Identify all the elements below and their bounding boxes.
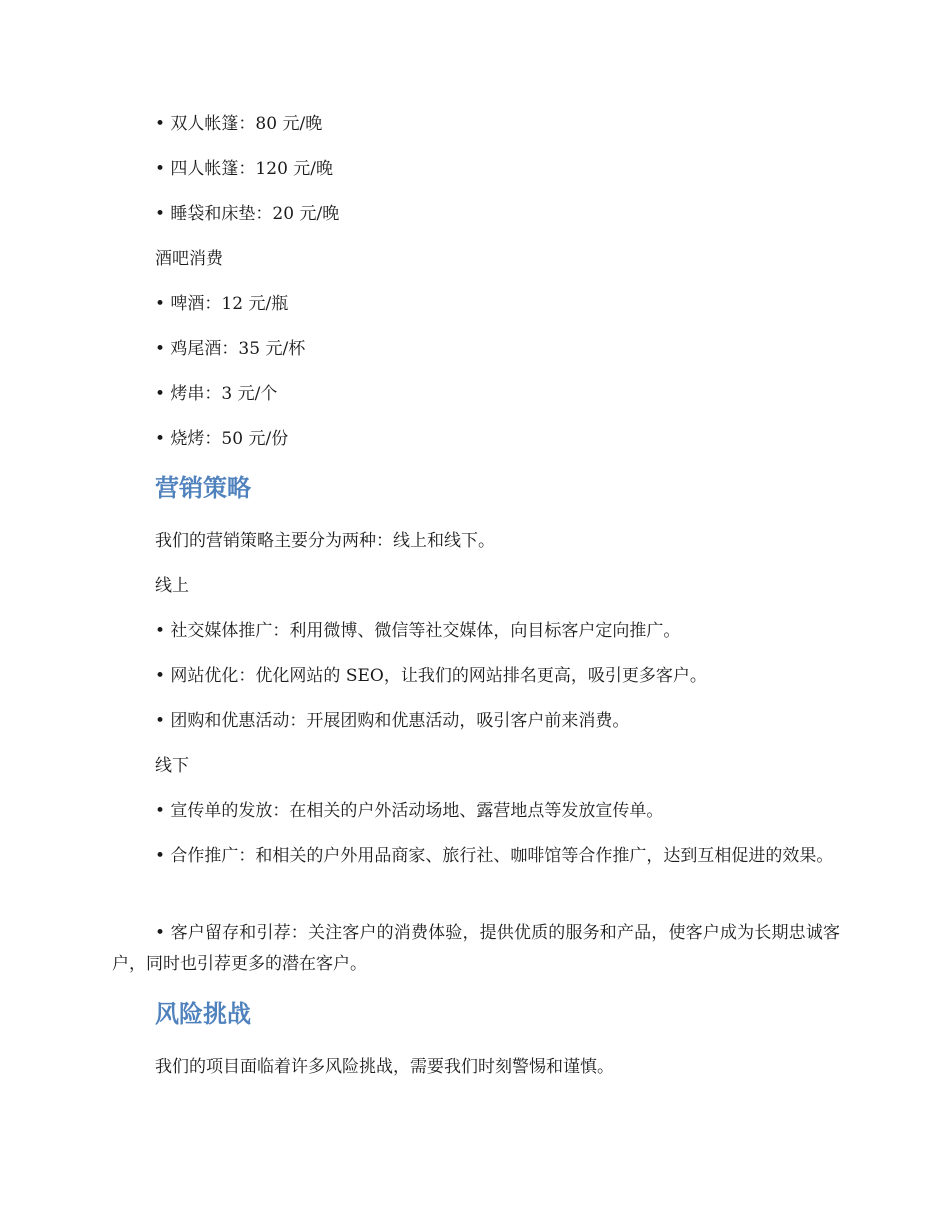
list-item-partnership: • 合作推广：和相关的户外用品商家、旅行社、咖啡馆等合作推广，达到互相促进的效果。 [155,846,834,866]
list-item-four-person-tent: • 四人帐篷：120 元/晚 [155,159,334,179]
list-item-website-seo: • 网站优化：优化网站的 SEO，让我们的网站排名更高，吸引更多客户。 [155,666,707,686]
list-item-group-buy: • 团购和优惠活动：开展团购和优惠活动，吸引客户前来消费。 [155,711,630,731]
list-item-barbecue: • 烧烤：50 元/份 [155,429,289,449]
list-item-social-media: • 社交媒体推广：利用微博、微信等社交媒体，向目标客户定向推广。 [155,621,681,641]
section-label-online: 线上 [155,576,189,596]
section-label-bar: 酒吧消费 [155,249,223,269]
list-item-sleeping-bag: • 睡袋和床垫：20 元/晚 [155,204,340,224]
heading-marketing: 营销策略 [155,474,251,502]
section-label-offline: 线下 [155,756,189,776]
list-item-two-person-tent: • 双人帐篷：80 元/晚 [155,114,323,134]
heading-risk: 风险挑战 [155,1000,251,1028]
list-item-beer: • 啤酒：12 元/瓶 [155,294,289,314]
list-item-cocktail: • 鸡尾酒：35 元/杯 [155,339,306,359]
paragraph-risk-intro: 我们的项目面临着许多风险挑战，需要我们时刻警惕和谨慎。 [155,1057,614,1077]
list-item-skewer: • 烤串：3 元/个 [155,384,278,404]
paragraph-marketing-intro: 我们的营销策略主要分为两种：线上和线下。 [155,531,495,551]
list-item-customer-retention: • 客户留存和引荐：关注客户的消费体验，提供优质的服务和产品，使客户成为长期忠诚客户，同时也引荐更多的潜在客户。 [112,923,840,974]
list-item-flyers: • 宣传单的发放：在相关的户外活动场地、露营地点等发放宣传单。 [155,801,664,821]
